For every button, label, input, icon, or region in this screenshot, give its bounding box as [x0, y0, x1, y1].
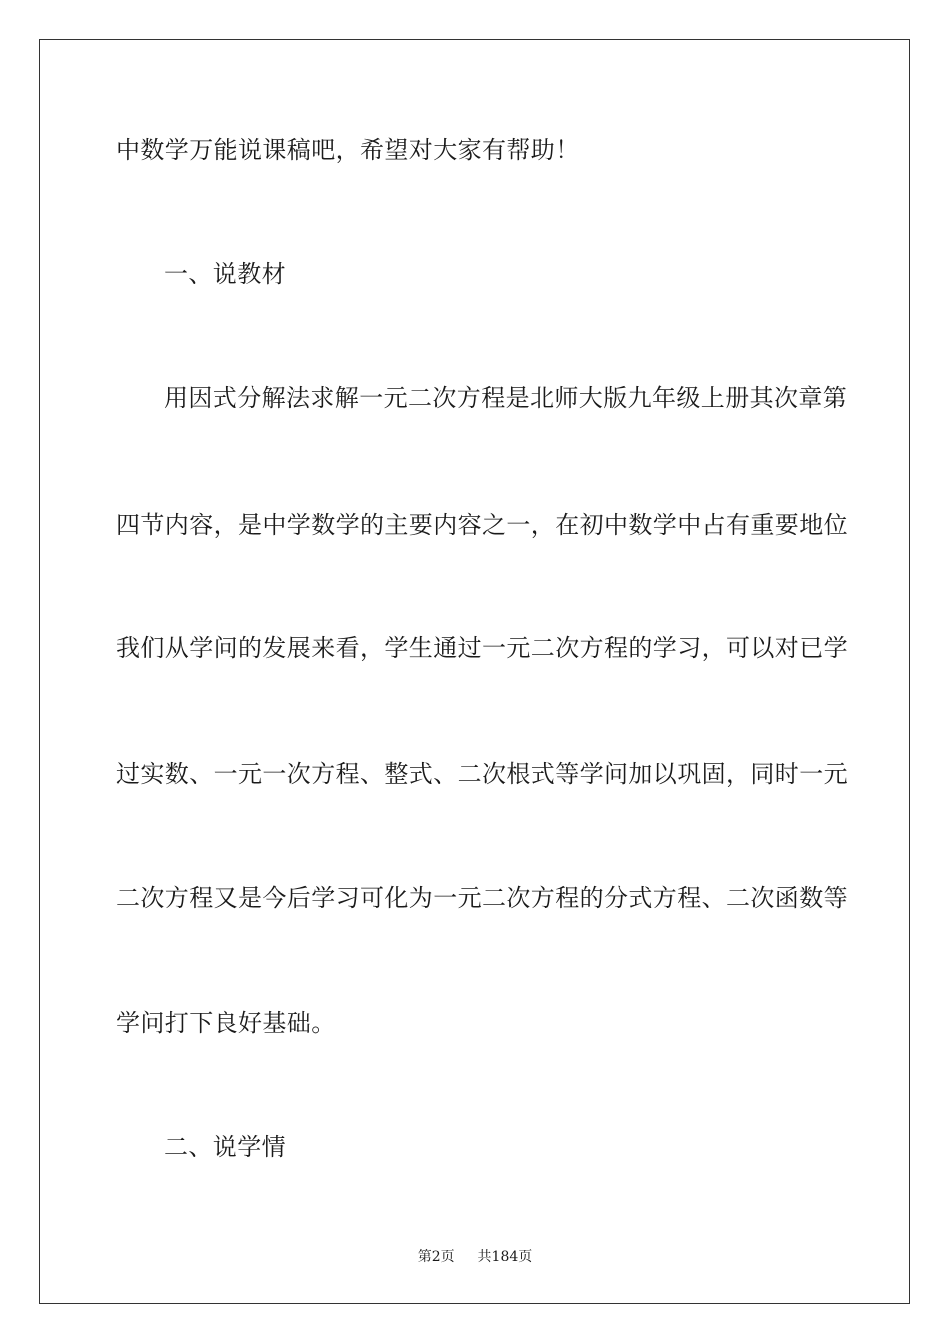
heading-section-1: 一、说教材	[164, 260, 286, 288]
text-line-1: 中数学万能说课稿吧，希望对大家有帮助！	[116, 136, 580, 164]
paragraph-line-3: 我们从学问的发展来看，学生通过一元二次方程的学习，可以对已学	[116, 634, 848, 662]
paragraph-line-4: 过实数、一元一次方程、整式、二次根式等学问加以巩固，同时一元	[116, 760, 848, 788]
paragraph-line-5: 二次方程又是今后学习可化为一元二次方程的分式方程、二次函数等	[116, 884, 848, 912]
page-number: 第2页	[417, 1249, 455, 1265]
paragraph-line-6: 学问打下良好基础。	[116, 1009, 336, 1037]
page-footer	[0, 1248, 950, 1266]
paragraph-line-1: 用因式分解法求解一元二次方程是北师大版九年级上册其次章第	[164, 384, 848, 412]
document-page	[39, 39, 910, 1304]
heading-section-2: 二、说学情	[164, 1133, 286, 1161]
page-total: 共184页	[477, 1249, 533, 1265]
paragraph-line-2: 四节内容，是中学数学的主要内容之一，在初中数学中占有重要地位	[116, 511, 848, 539]
